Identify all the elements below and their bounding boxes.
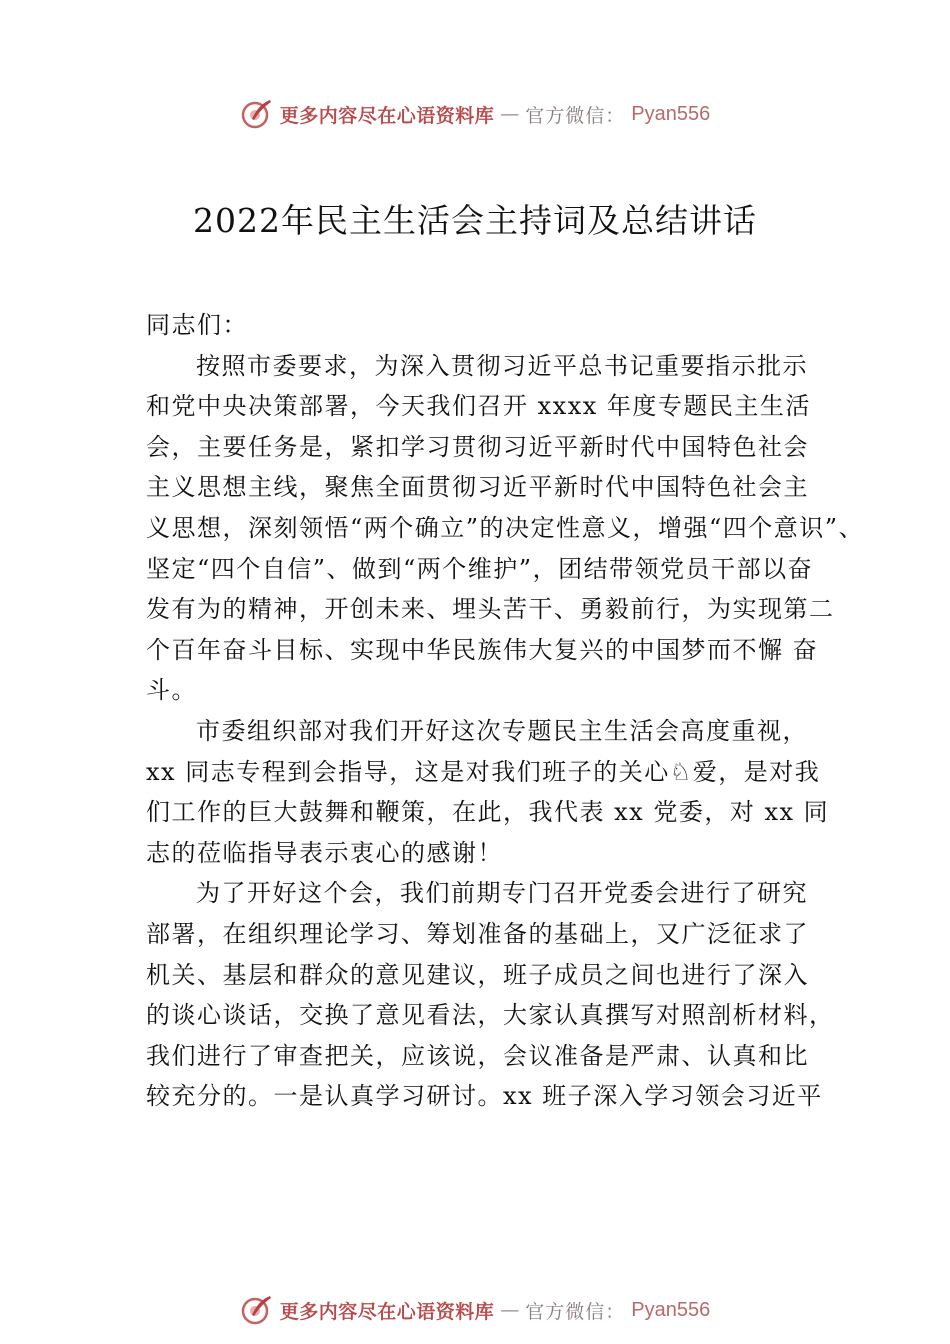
body-line: 会，主要任务是，紧扣学习贯彻习近平新时代中国特色社会 — [146, 432, 809, 461]
body-line: 义思想，深刻领悟“两个确立”的决定性意义，增强“四个意识”、 — [146, 513, 865, 542]
salutation: 同志们： — [146, 311, 248, 339]
body-line: 部署，在组织理论学习、筹划准备的基础上，又广泛征求了 — [146, 919, 809, 948]
watermark-dash: — — [500, 103, 520, 125]
quill-pen-circle-icon — [240, 1293, 274, 1327]
document-title: 2022年民主生活会主持词及总结讲话 — [193, 201, 757, 240]
body-line: 市委组织部对我们开好这次专题民主生活会高度重视， — [196, 716, 808, 745]
body-line: 坚定“四个自信”、做到“两个维护”，团结带领党员干部以奋 — [146, 554, 814, 583]
body-line: 我们进行了审查把关，应该说，会议准备是严肃、认真和比 — [146, 1041, 809, 1070]
watermark-official: 官方微信： — [525, 104, 626, 127]
watermark-wechat-id: Pyan556 — [631, 102, 711, 125]
body-line: 按照市委要求，为深入贯彻习近平总书记重要指示批示 — [196, 351, 808, 380]
body-line: 为了开好这个会，我们前期专门召开党委会进行了研究 — [196, 879, 808, 908]
watermark-brand: 更多内容尽在心语资料库 — [279, 1300, 495, 1323]
body-line: 个百年奋斗目标、实现中华民族伟大复兴的中国梦而不懈 奋 — [146, 635, 819, 664]
body-line: 主义思想主线，聚焦全面贯彻习近平新时代中国特色社会主 — [146, 473, 809, 502]
body-line: 发有为的精神，开创未来、埋头苦干、勇毅前行，为实现第二 — [146, 595, 835, 624]
body-line: 们工作的巨大鼓舞和鞭策，在此，我代表 xx 党委，对 xx 同 — [146, 798, 830, 827]
body-line: 的谈心谈话，交换了意见看法，大家认真撰写对照剖析材料， — [146, 1001, 835, 1030]
body-line: 志的莅临指导表示衷心的感谢！ — [146, 838, 503, 867]
watermark-dash: — — [500, 1299, 520, 1321]
document-body — [146, 305, 865, 1117]
watermark-official: 官方微信： — [525, 1300, 626, 1323]
watermark-brand: 更多内容尽在心语资料库 — [279, 104, 495, 127]
watermark-wechat-id: Pyan556 — [631, 1298, 711, 1321]
body-line: 斗。 — [146, 676, 197, 705]
quill-pen-circle-icon — [240, 97, 274, 131]
body-line: xx 同志专程到会指导，这是对我们班子的关心♘爱，是对我 — [146, 757, 821, 786]
body-line: 较充分的。一是认真学习研讨。xx 班子深入学习领会习近平 — [146, 1082, 823, 1111]
footer-watermark — [0, 1290, 950, 1330]
header-watermark — [0, 94, 950, 134]
body-line: 机关、基层和群众的意见建议，班子成员之间也进行了深入 — [146, 960, 809, 989]
body-line: 和党中央决策部署，今天我们召开 xxxx 年度专题民主生活 — [146, 392, 811, 421]
